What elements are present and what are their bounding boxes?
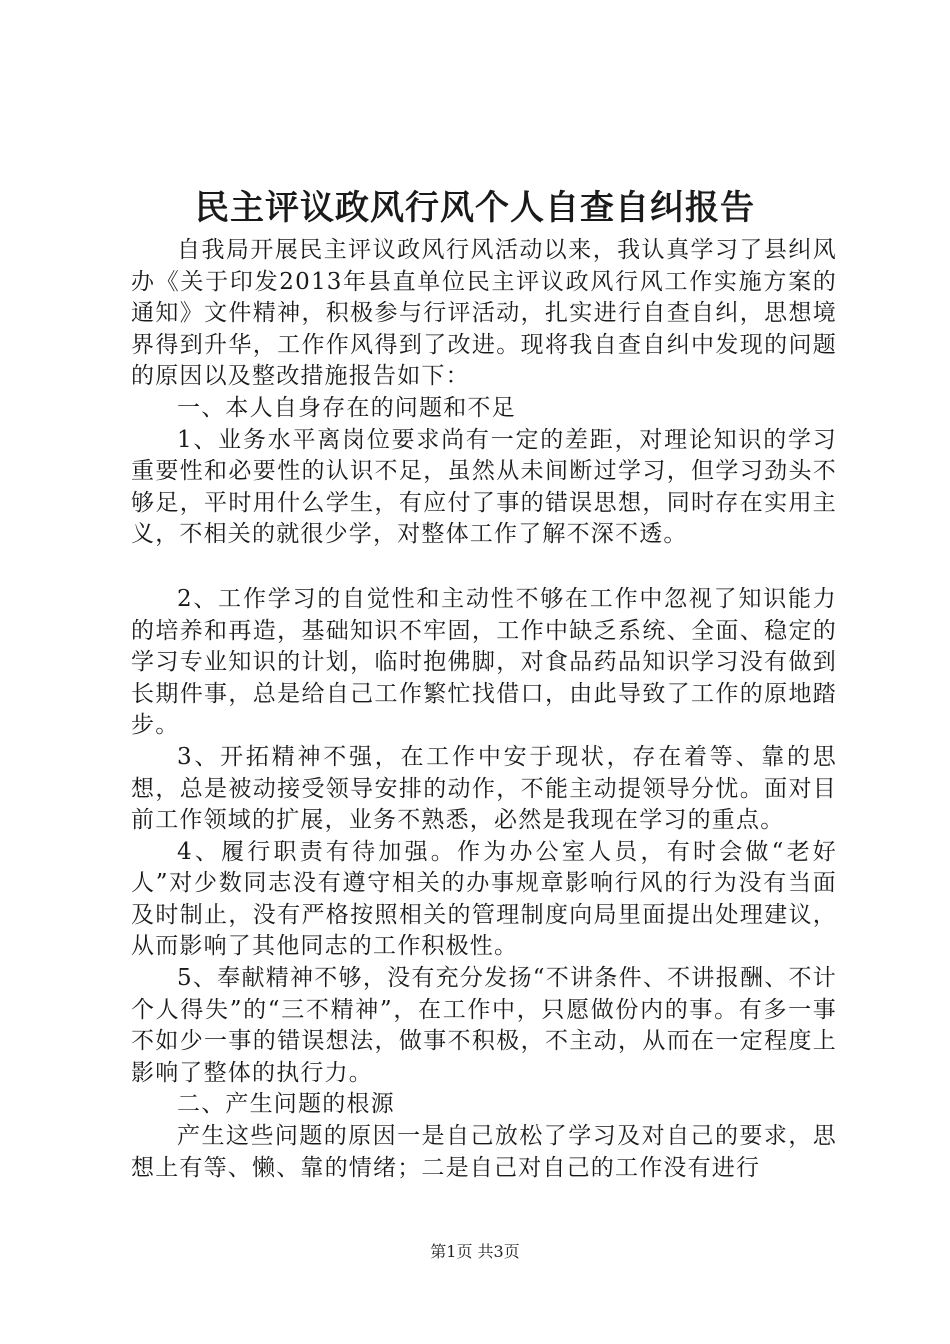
document-body [131,235,837,1184]
problem-item-4: 4、履行职责有待加强。作为办公室人员，有时会做“老好人”对少数同志没有遵守相关的办事规章影响行风的行为没有当面及时制止，没有严格按照相关的管理制度向局里面提出处理建议，从而影响了其他同志的工作积极性。 [131,838,837,960]
section-heading-root-causes: 二、产生问题的根源 [177,1091,395,1118]
problem-item-3: 3、开拓精神不强，在工作中安于现状，存在着等、靠的思想，总是被动接受领导安排的动作，不能主动提领导分忧。面对目前工作领域的扩展，业务不熟悉，必然是我现在学习的重点。 [131,743,837,834]
root-cause-paragraph: 产生这些问题的原因一是自己放松了学习及对自己的要求，思想上有等、懒、靠的情绪；二是自己对自己的工作没有进行 [131,1123,837,1181]
problem-item-1: 1、业务水平离岗位要求尚有一定的差距，对理论知识的学习重要性和必要性的认识不足，虽然从未间断过学习，但学习劲头不够足，平时用什么学生，有应付了事的错误思想，同时存在实用主义，不相关的就很少学，对整体工作了解不深不透。 [131,426,837,548]
problem-item-2: 2、工作学习的自觉性和主动性不够在工作中忽视了知识能力的培养和再造，基础知识不牢固，工作中缺乏系统、全面、稳定的学习专业知识的计划，临时抱佛脚，对食品药品知识学习没有做到长期件事，总是给自己工作繁忙找借口，由此导致了工作的原地踏步。 [131,585,837,739]
section-heading-problems: 一、本人自身存在的问题和不足 [177,394,516,421]
page-footer: 第1页 共3页 [430,1242,520,1261]
intro-paragraph: 自我局开展民主评议政风行风活动以来，我认真学习了县纠风办《关于印发2013年县直单位民主评议政风行风工作实施方案的通知》文件精神，积极参与行评活动，扎实进行自查自纠，思想境界得到升华，工作作风得到了改进。现将我自查自纠中发现的问题的原因以及整改措施报告如下： [131,237,837,390]
document-title: 民主评议政风行风个人自查自纠报告 [195,188,755,228]
problem-item-5: 5、奉献精神不够，没有充分发扬“不讲条件、不讲报酬、不计个人得失”的“三不精神”，在工作中，只愿做份内的事。有多一事不如少一事的错误想法，做事不积极，不主动，从而在一定程度上影响了整体的执行力。 [131,965,837,1086]
